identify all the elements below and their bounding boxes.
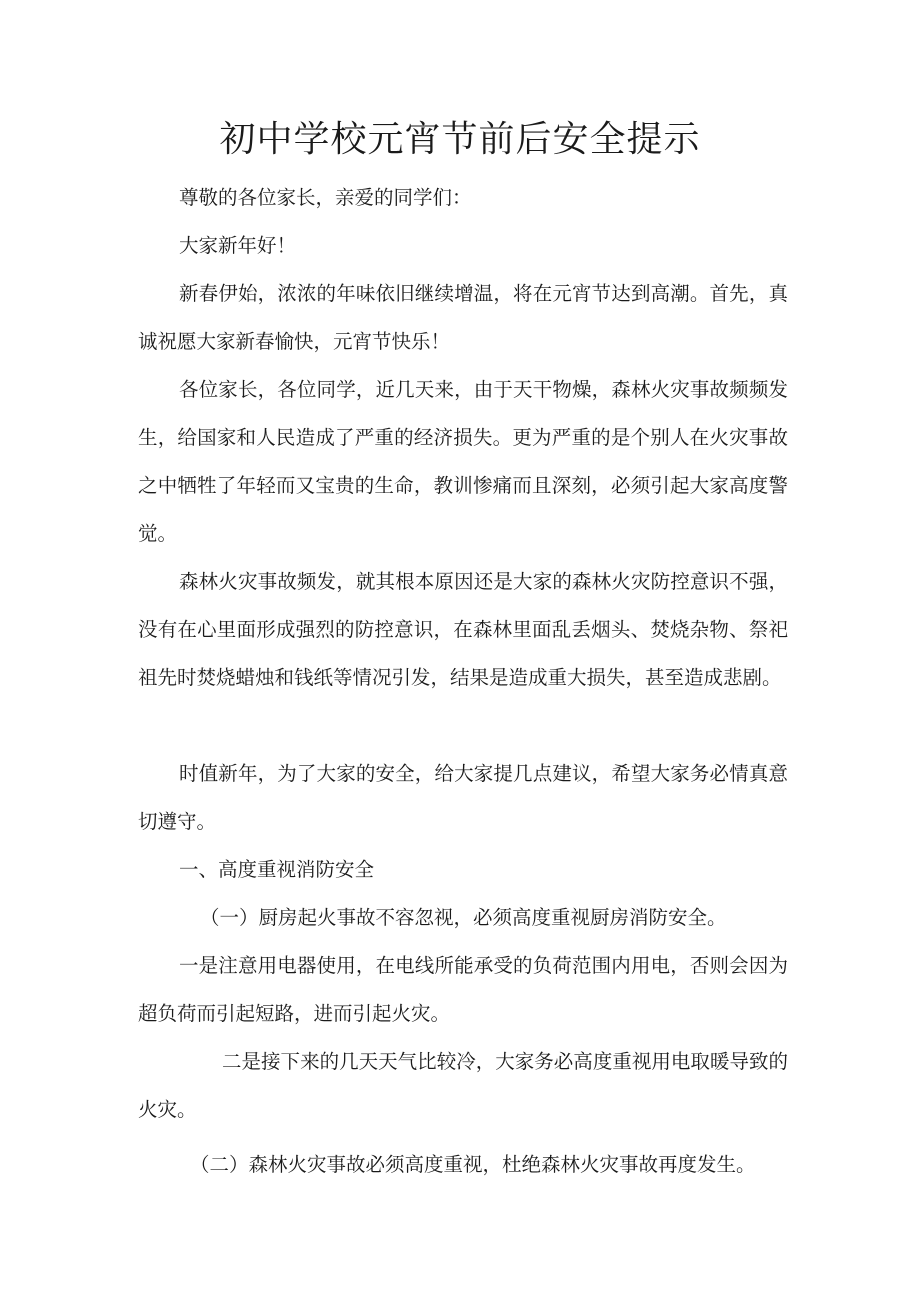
document-title: 初中学校元宵节前后安全提示 — [219, 119, 701, 160]
root-cause-paragraph: 森林火灾事故频发，就其根本原因还是大家的森林火灾防控意识不强，没有在心里面形成强烈的防控意识，在森林里面乱丢烟头、焚烧杂物、祭祀祖先时焚烧蜡烛和钱纸等情况引发，结果是造成重大损失，甚至造成悲剧。 — [138, 570, 788, 689]
forest-fire-warning-paragraph: 各位家长，各位同学，近几天来，由于天干物燥，森林火灾事故频频发生，给国家和人民造成了严重的经济损失。更为严重的是个别人在火灾事故之中牺牲了年轻而又宝贵的生命，教训惨痛而且深刻，必须引起大家高度警觉。 — [138, 378, 788, 545]
item-2-paragraph: （二）森林火灾事故必须高度重视，杜绝森林火灾事故再度发生。 — [190, 1153, 756, 1176]
point-2-paragraph: 二是接下来的几天天气比较冷，大家务必高度重视用电取暖导致的火灾。 — [138, 1050, 788, 1121]
new-year-paragraph: 大家新年好！ — [179, 234, 297, 257]
section-1-heading: 一、高度重视消防安全 — [179, 858, 375, 881]
item-1-paragraph: （一）厨房起火事故不容忽视，必须高度重视厨房消防安全。 — [200, 906, 727, 929]
greeting-paragraph: 尊敬的各位家长，亲爱的同学们： — [179, 186, 472, 209]
suggestions-intro-paragraph: 时值新年，为了大家的安全，给大家提几点建议，希望大家务必情真意切遵守。 — [138, 762, 788, 833]
intro-paragraph: 新春伊始，浓浓的年味依旧继续增温，将在元宵节达到高潮。首先，真诚祝愿大家新春愉快，元宵节快乐！ — [138, 282, 788, 353]
point-1-paragraph: 一是注意用电器使用，在电线所能承受的负荷范围内用电，否则会因为超负荷而引起短路，进而引起火灾。 — [138, 954, 788, 1025]
